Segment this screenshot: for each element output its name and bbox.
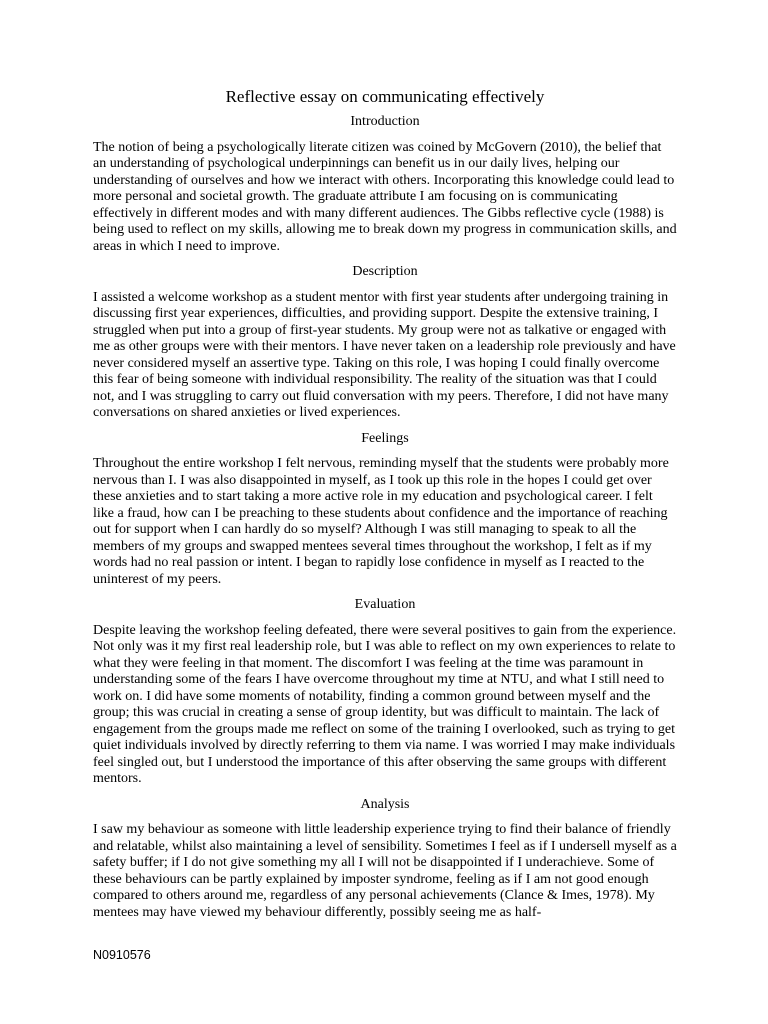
document-title: Reflective essay on communicating effectively — [225, 87, 545, 106]
section-paragraph-evaluation: Despite leaving the workshop feeling defeated, there were several positives to gain from the experience. Not only was it my first real leadership role, but I was able to reflect on my own experiences to relate to what they were feeling in that moment. The discomfort I was feeling at the time was paramount in understanding some of the fears I have overcome throughout my time at NTU, and what I still need to work on. I did have some moments of notability, finding a common ground between myself and the group; this was crucial in creating a sense of group identity, but was difficult to maintain. The lack of engagement from the groups made me reflect on some of the training I overlooked, such as trying to get quiet individuals involved by directly referring to them via name. I was worried I may make individuals feel singled out, but I understood the importance of this after observing the same groups with different mentors. — [93, 622, 677, 786]
section-heading-evaluation: Evaluation — [354, 597, 416, 612]
section-paragraph-introduction: The notion of being a psychologically literate citizen was coined by McGovern (2010), the belief that an understanding of psychological underpinnings can benefit us in our daily lives, helping our understanding of ourselves and how we interact with others. Incorporating this knowledge could lead to more personal and societal growth. The graduate attribute I am focusing on is communicating effectively in different modes and with many different audiences. The Gibbs reflective cycle (1988) is being used to reflect on my skills, allowing me to break down my progress in communication skills, and areas in which I need to improve. — [93, 139, 677, 254]
section-heading-introduction: Introduction — [350, 114, 420, 129]
section-paragraph-description: I assisted a welcome workshop as a student mentor with first year students after undergoing training in discussing first year experiences, difficulties, and providing support. Despite the extensive training, I struggled when put into a group of first-year students. My group were not as talkative or engaged with me as other groups were with their mentors. I have never taken on a leadership role previously and have never considered myself an assertive type. Taking on this role, I was hoping I could finally overcome this fear of being someone with individual responsibility. The reality of the situation was that I could not, and I was struggling to carry out fluid conversation with my peers. Therefore, I did not have many conversations on shared anxieties or lived experiences. — [93, 289, 676, 420]
document-page — [93, 86, 677, 930]
section-paragraph-feelings: Throughout the entire workshop I felt nervous, reminding myself that the students were probably more nervous than I. I was also disappointed in myself, as I took up this role in the hopes I could get over these anxieties and to start taking a more active role in my education and psychological career. I felt like a fraud, how can I be preaching to these students about confidence and the importance of reaching out for support when I can hardly do so myself? Although I was still managing to speak to all the members of my groups and swapped mentees several times throughout the workshop, I felt as if my words had no real passion or intent. I began to rapidly lose confidence in myself as I reacted to the uninterest of my peers. — [93, 456, 669, 587]
section-heading-feelings: Feelings — [361, 430, 409, 446]
section-heading-analysis: Analysis — [360, 796, 410, 812]
section-heading-description: Description — [352, 264, 418, 279]
footer-student-id: N0910576 — [93, 948, 151, 962]
section-paragraph-analysis: I saw my behaviour as someone with little leadership experience trying to find their balance of friendly and relatable, whilst also maintaining a level of sensibility. Sometimes I feel as if I undersell myself as a safety buffer; if I do not give something my all I will not be disappointed if I underachieve. Some of these behaviours can be partly explained by imposter syndrome, feeling as if I am not good enough compared to others around me, regardless of any personal achievements (Clance & Imes, 1978). My mentees may have viewed my behaviour differently, possibly seeing me as half- — [93, 822, 677, 920]
